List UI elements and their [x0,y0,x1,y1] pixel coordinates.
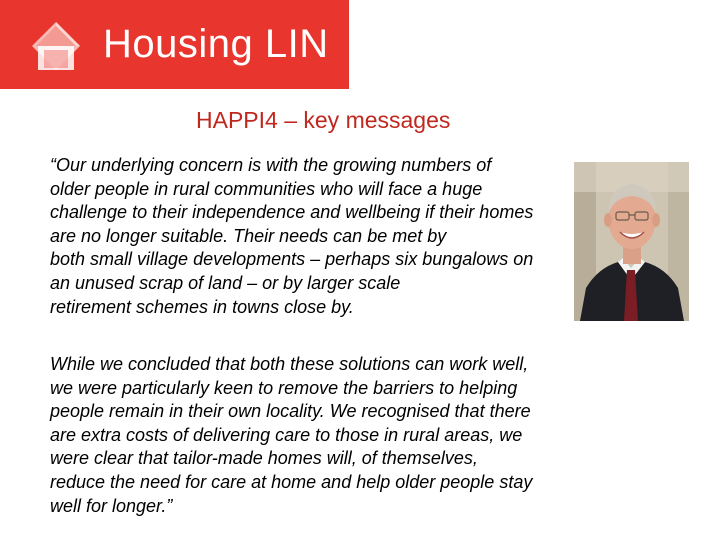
quote-line: While we concluded that both these solutions can work well, [50,354,529,374]
quote-line: older people in rural communities who will face a huge [50,178,483,199]
quote-line: both small village developments – perhaps six bungalows on [50,249,534,270]
quote-paragraph-1 [50,154,533,319]
house-logo-icon [30,20,82,72]
slide-title: HAPPI4 – key messages [196,107,451,133]
housing-lin-logo [0,0,349,89]
quote-line: retirement schemes in towns close by. [50,296,354,317]
quote-paragraph-2 [50,353,532,518]
quote-line: an unused scrap of land – or by larger scale [50,272,401,293]
quote-line: we were particularly keen to remove the barriers to helping [50,377,518,398]
quote-line: are extra costs of delivering care to those in rural areas, we [50,424,523,445]
quote-line: reduce the need for care at home and help older people stay [50,471,533,492]
quote-line: were clear that tailor-made homes will, of themselves, [50,448,478,469]
quote-line: challenge to their independence and wellbeing if their homes [50,202,534,223]
logo-text: Housing LIN [103,22,329,66]
quote-line: are no longer suitable. Their needs can be met by [50,225,447,246]
portrait-photo [574,162,689,321]
quote-line: people remain in their own locality. We recognised that there [50,401,531,422]
quote-line: well for longer.” [50,495,173,516]
quote-line: “Our underlying concern is with the growing numbers of [50,155,492,175]
